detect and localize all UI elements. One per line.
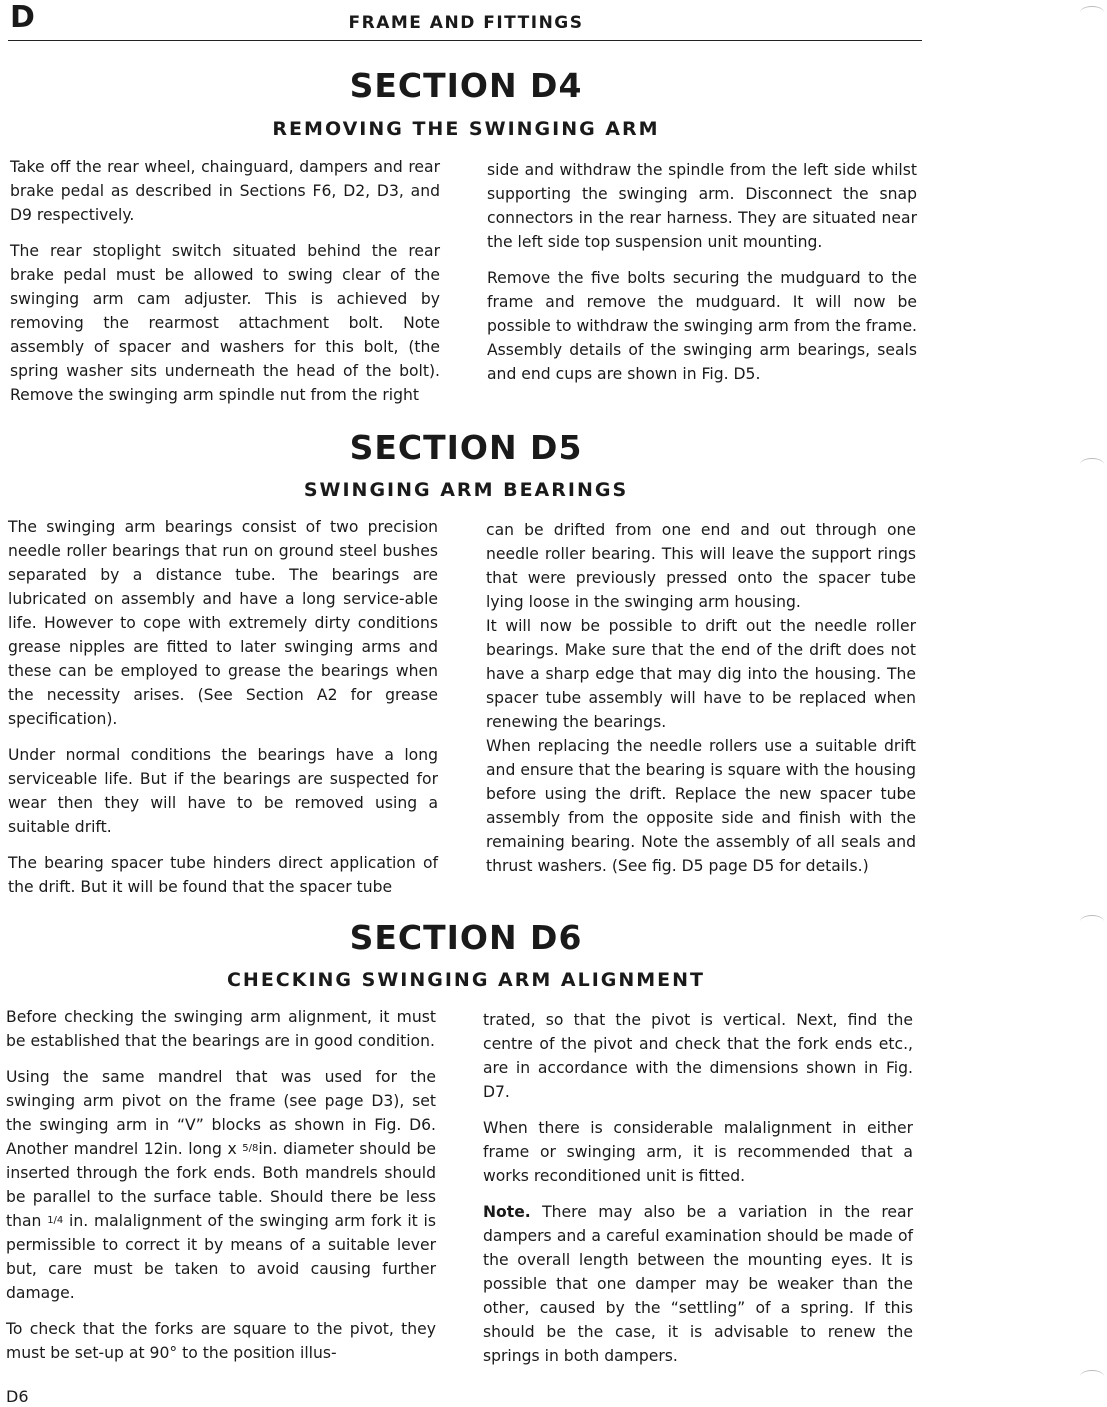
- paragraph: It will now be possible to drift out the needle roller bearings. Make sure that the end of the drift does not have a sharp edge that may dig into the housing. The spacer tube assembly will have to be replaced when renewing the bearings.: [486, 617, 916, 731]
- section-d6-subtitle: CHECKING SWINGING ARM ALIGNMENT: [226, 969, 706, 991]
- section-d4-right-column: [487, 158, 917, 386]
- page-number: D6: [6, 1387, 29, 1406]
- note-paragraph: [483, 1200, 913, 1368]
- section-d5-left-column: [8, 515, 438, 899]
- section-d5-subtitle: SWINGING ARM BEARINGS: [303, 479, 629, 501]
- section-d6-title: SECTION D6: [349, 918, 583, 957]
- section-d5-title: SECTION D5: [349, 428, 583, 467]
- section-d5-right-column: [486, 518, 916, 878]
- section-d6-left-column: [6, 1005, 436, 1365]
- section-d6-right-column: [483, 1008, 913, 1368]
- fraction-five-eighths: 5/8: [242, 1143, 259, 1154]
- paragraph: can be drifted from one end and out through one needle roller bearing. This will leave the support rings that were previously pressed onto the spacer tube lying loose in the swinging arm housing.: [486, 521, 916, 611]
- text-run: Using the same mandrel that was used for the swinging arm pivot on the frame (see page D3), set the swinging arm in “V” blocks as shown in Fig. D6. Another mandrel 12in. long x: [6, 1068, 436, 1158]
- note-text: There may also be a variation in the rear dampers and a careful examination should be made of the overall length between the mounting eyes. It is possible that one damper may be weaker than the other, caused by the “settling” of a spring. If this should be the case, it is advisable to renew the springs in both dampers.: [483, 1203, 913, 1365]
- scan-edge-mark: [1080, 915, 1104, 928]
- text-run: in. malalignment of the swinging arm fork it is permissible to correct it by means of a suitable lever but, care must be taken to avoid causing further damage.: [6, 1212, 436, 1302]
- paragraph: Take off the rear wheel, chainguard, dampers and rear brake pedal as described in Sections F6, D2, D3, and D9 respectively.: [10, 158, 440, 224]
- chapter-letter: D: [10, 0, 35, 35]
- running-header-title: FRAME AND FITTINGS: [348, 13, 584, 33]
- note-label: Note.: [483, 1203, 531, 1221]
- section-d4-left-column: [10, 155, 440, 407]
- paragraph: To check that the forks are square to the pivot, they must be set-up at 90° to the position illus-: [6, 1320, 436, 1362]
- paragraph: The swinging arm bearings consist of two precision needle roller bearings that run on ground steel bushes separated by a distance tube. The bearings are lubricated on assembly and have a long service-able life. However to cope with extremely dirty conditions grease nipples are fitted to later swinging arms and these can be employed to grease the bearings when the necessity arises. (See Section A2 for grease specification).: [8, 518, 438, 728]
- paragraph: Before checking the swinging arm alignment, it must be established that the bearings are in good condition.: [6, 1008, 436, 1050]
- section-d4-title: SECTION D4: [349, 66, 583, 105]
- paragraph: The rear stoplight switch situated behind the rear brake pedal must be allowed to swing clear of the swinging arm cam adjuster. This is achieved by removing the rearmost attachment bolt. Note assembly of spacer and washers for this bolt, (the spring washer sits underneath the head of the bolt). Remove the swinging arm spindle nut from the right: [10, 242, 440, 404]
- scan-edge-mark: [1080, 458, 1104, 471]
- paragraph: Remove the five bolts securing the mudguard to the frame and remove the mudguard. It will now be possible to withdraw the swinging arm from the frame. Assembly details of the swinging arm bearings, seals and end cups are shown in Fig. D5.: [487, 269, 917, 383]
- paragraph: When replacing the needle rollers use a suitable drift and ensure that the bearing is square with the housing before using the drift. Replace the new spacer tube assembly from the opposite side and finish with the remaining bearing. Note the assembly of all seals and thrust washers. (See fig. D5 page D5 for details.): [486, 737, 916, 875]
- fraction-one-quarter: 1/4: [47, 1215, 64, 1226]
- paragraph: trated, so that the pivot is vertical. Next, find the centre of the pivot and check that the fork ends etc., are in accordance with the dimensions shown in Fig. D7.: [483, 1011, 913, 1101]
- scan-edge-mark: [1080, 6, 1104, 19]
- paragraph: Under normal conditions the bearings have a long serviceable life. But if the bearings are suspected for wear then they will have to be removed using a suitable drift.: [8, 746, 438, 836]
- paragraph: The bearing spacer tube hinders direct application of the drift. But it will be found that the spacer tube: [8, 854, 438, 896]
- text-run: in. diameter should be inserted through the fork ends. Both mandrels should be parallel to the surface table. Should there be less than: [6, 1140, 436, 1230]
- paragraph: [6, 1065, 436, 1305]
- scan-edge-mark: [1080, 1370, 1104, 1383]
- paragraph: When there is considerable malalignment in either frame or swinging arm, it is recommended that a works reconditioned unit is fitted.: [483, 1119, 913, 1185]
- paragraph: side and withdraw the spindle from the left side whilst supporting the swinging arm. Disconnect the snap connectors in the rear harness. They are situated near the left side top suspension unit mounting.: [487, 161, 917, 251]
- section-d4-subtitle: REMOVING THE SWINGING ARM: [272, 118, 660, 140]
- header-rule: [8, 40, 922, 41]
